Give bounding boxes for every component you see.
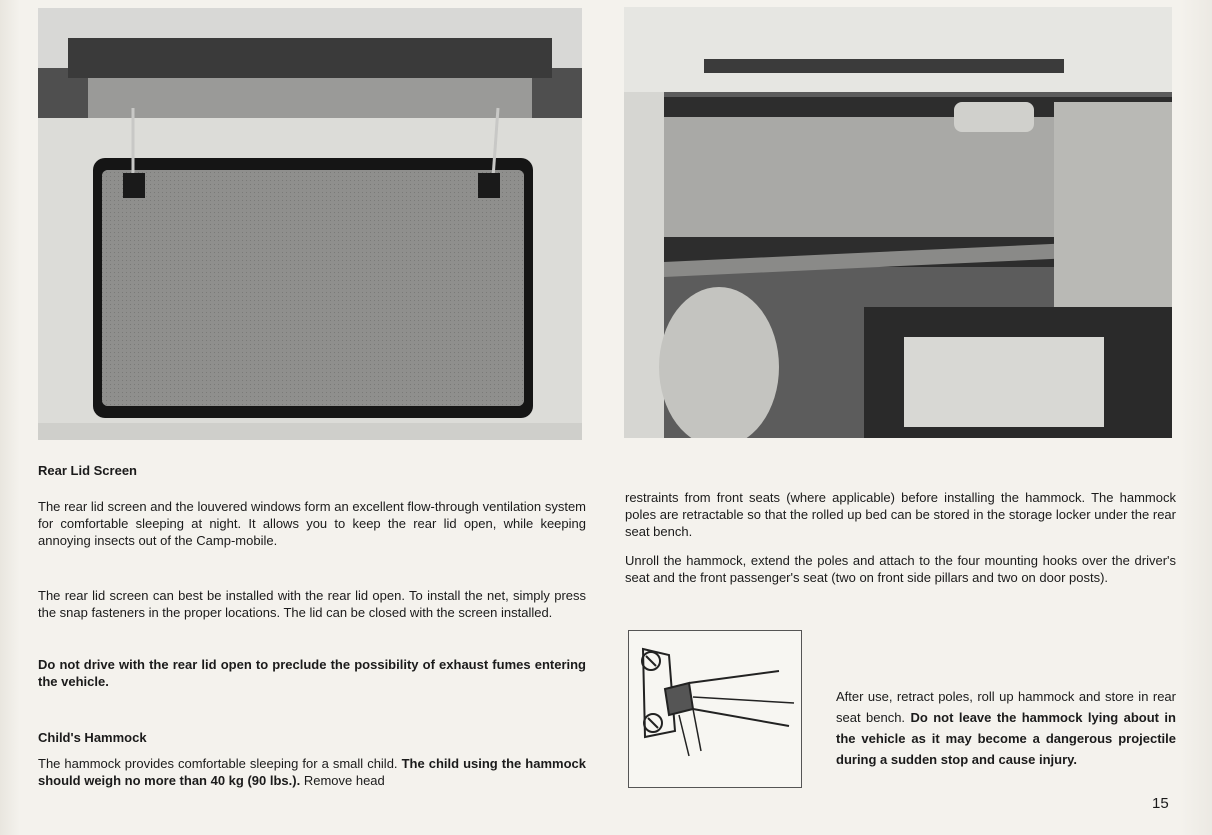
rear-lid-screen-photo [38,8,582,440]
after-use-paragraph [836,686,1176,770]
hammock-intro-text: The hammock provides comfortable sleeping for a small child. [38,756,398,771]
hammock-installed-photo [624,7,1172,438]
hammock-installation-paragraph-2: Unroll the hammock, extend the poles and attach to the four mounting hooks over the driver's seat and the front passenger's seat (two on front side pillars and two on door posts). [625,553,1176,585]
childs-hammock-paragraph [38,755,586,789]
childs-hammock-heading: Child's Hammock [38,730,147,745]
rear-lid-screen-paragraph-1: The rear lid screen and the louvered windows form an excellent flow-through ventilation system for comfortable sleeping at night. It allows you to keep the rear lid open, while keeping annoying insects out of the Camp-mobile. [38,499,586,548]
projectile-warning: Do not leave the hammock lying about in the vehicle as it may become a dangerous projectile during a sudden stop and cause injury. [836,710,1176,767]
hammock-mount-diagram [628,630,802,788]
hammock-installation-paragraph-1: restraints from front seats (where applicable) before installing the hammock. The hammock poles are retractable so that the rolled up bed can be stored in the storage locker under the rear seat bench. [625,490,1176,539]
hammock-remove-text: Remove head [303,773,385,788]
exhaust-warning: Do not drive with the rear lid open to preclude the possibility of exhaust fumes entering the vehicle. [38,657,586,689]
page-number: 15 [1152,795,1169,812]
after-use-text: After use, retract poles, roll up hammock and store in rear seat bench. [836,689,1176,725]
hammock-weight-limit: The child using the hammock should weigh no more than 40 kg (90 lbs.). [38,756,586,788]
rear-lid-screen-heading: Rear Lid Screen [38,463,137,478]
rear-lid-screen-paragraph-2: The rear lid screen can best be installed with the rear lid open. To install the net, simply press the snap fasteners in the proper locations. The lid can be closed with the screen installed. [38,588,586,620]
